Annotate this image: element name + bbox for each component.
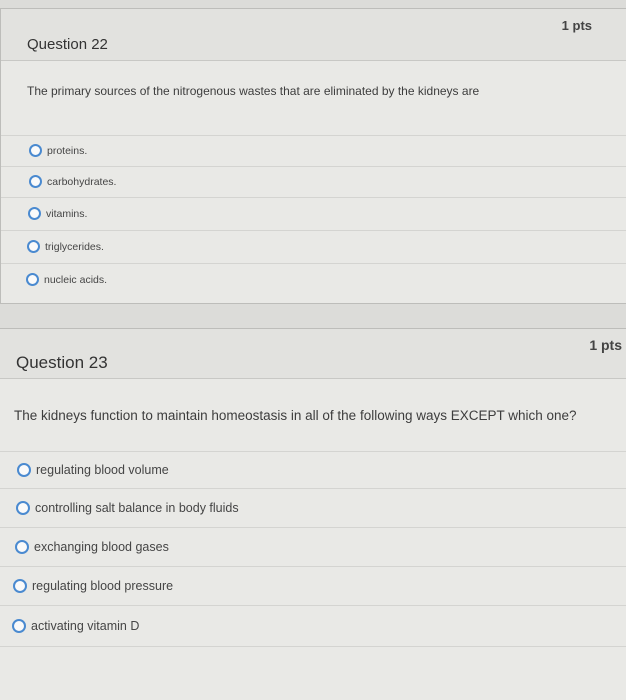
answer-option-vitamins[interactable] bbox=[1, 197, 626, 229]
answer-label: proteins. bbox=[47, 144, 88, 157]
answer-label: vitamins. bbox=[46, 207, 88, 220]
answer-label: triglycerides. bbox=[45, 240, 104, 253]
radio-button[interactable] bbox=[27, 240, 40, 253]
answer-option-controlling-salt-balance[interactable] bbox=[0, 488, 626, 526]
divider bbox=[0, 646, 626, 647]
answer-label: exchanging blood gases bbox=[34, 539, 169, 554]
radio-button[interactable] bbox=[16, 501, 30, 515]
answer-option-regulating-blood-volume[interactable] bbox=[0, 451, 626, 487]
radio-button[interactable] bbox=[29, 144, 42, 157]
question-points: 1 pts bbox=[589, 337, 622, 353]
question-23-panel bbox=[0, 328, 626, 700]
radio-button[interactable] bbox=[12, 619, 26, 633]
question-22-panel bbox=[0, 8, 626, 304]
radio-button[interactable] bbox=[15, 540, 29, 554]
radio-button[interactable] bbox=[28, 207, 41, 220]
question-text: The primary sources of the nitrogenous wastes that are eliminated by the kidneys are bbox=[27, 84, 480, 98]
answer-option-regulating-blood-pressure[interactable] bbox=[0, 566, 626, 604]
answer-label: regulating blood volume bbox=[36, 462, 169, 477]
answer-option-nucleic-acids[interactable] bbox=[1, 263, 626, 295]
answer-option-exchanging-blood-gases[interactable] bbox=[0, 527, 626, 565]
answer-label: carbohydrates. bbox=[47, 175, 117, 188]
question-text: The kidneys function to maintain homeostasis in all of the following ways EXCEPT which one? bbox=[14, 408, 577, 423]
radio-button[interactable] bbox=[26, 273, 39, 286]
question-header bbox=[0, 329, 626, 379]
answer-option-triglycerides[interactable] bbox=[1, 230, 626, 262]
question-header bbox=[1, 9, 626, 61]
question-title: Question 22 bbox=[27, 36, 108, 53]
question-title: Question 23 bbox=[16, 353, 108, 372]
answer-label: activating vitamin D bbox=[31, 618, 140, 633]
answer-option-activating-vitamin-d[interactable] bbox=[0, 605, 626, 645]
answer-label: controlling salt balance in body fluids bbox=[35, 500, 239, 515]
radio-button[interactable] bbox=[17, 463, 31, 477]
answer-option-proteins[interactable] bbox=[1, 135, 626, 165]
radio-button[interactable] bbox=[29, 175, 42, 188]
answer-label: nucleic acids. bbox=[44, 273, 108, 286]
radio-button[interactable] bbox=[13, 579, 27, 593]
answer-option-carbohydrates[interactable] bbox=[1, 166, 626, 196]
answer-label: regulating blood pressure bbox=[32, 578, 174, 593]
question-points: 1 pts bbox=[561, 18, 592, 33]
